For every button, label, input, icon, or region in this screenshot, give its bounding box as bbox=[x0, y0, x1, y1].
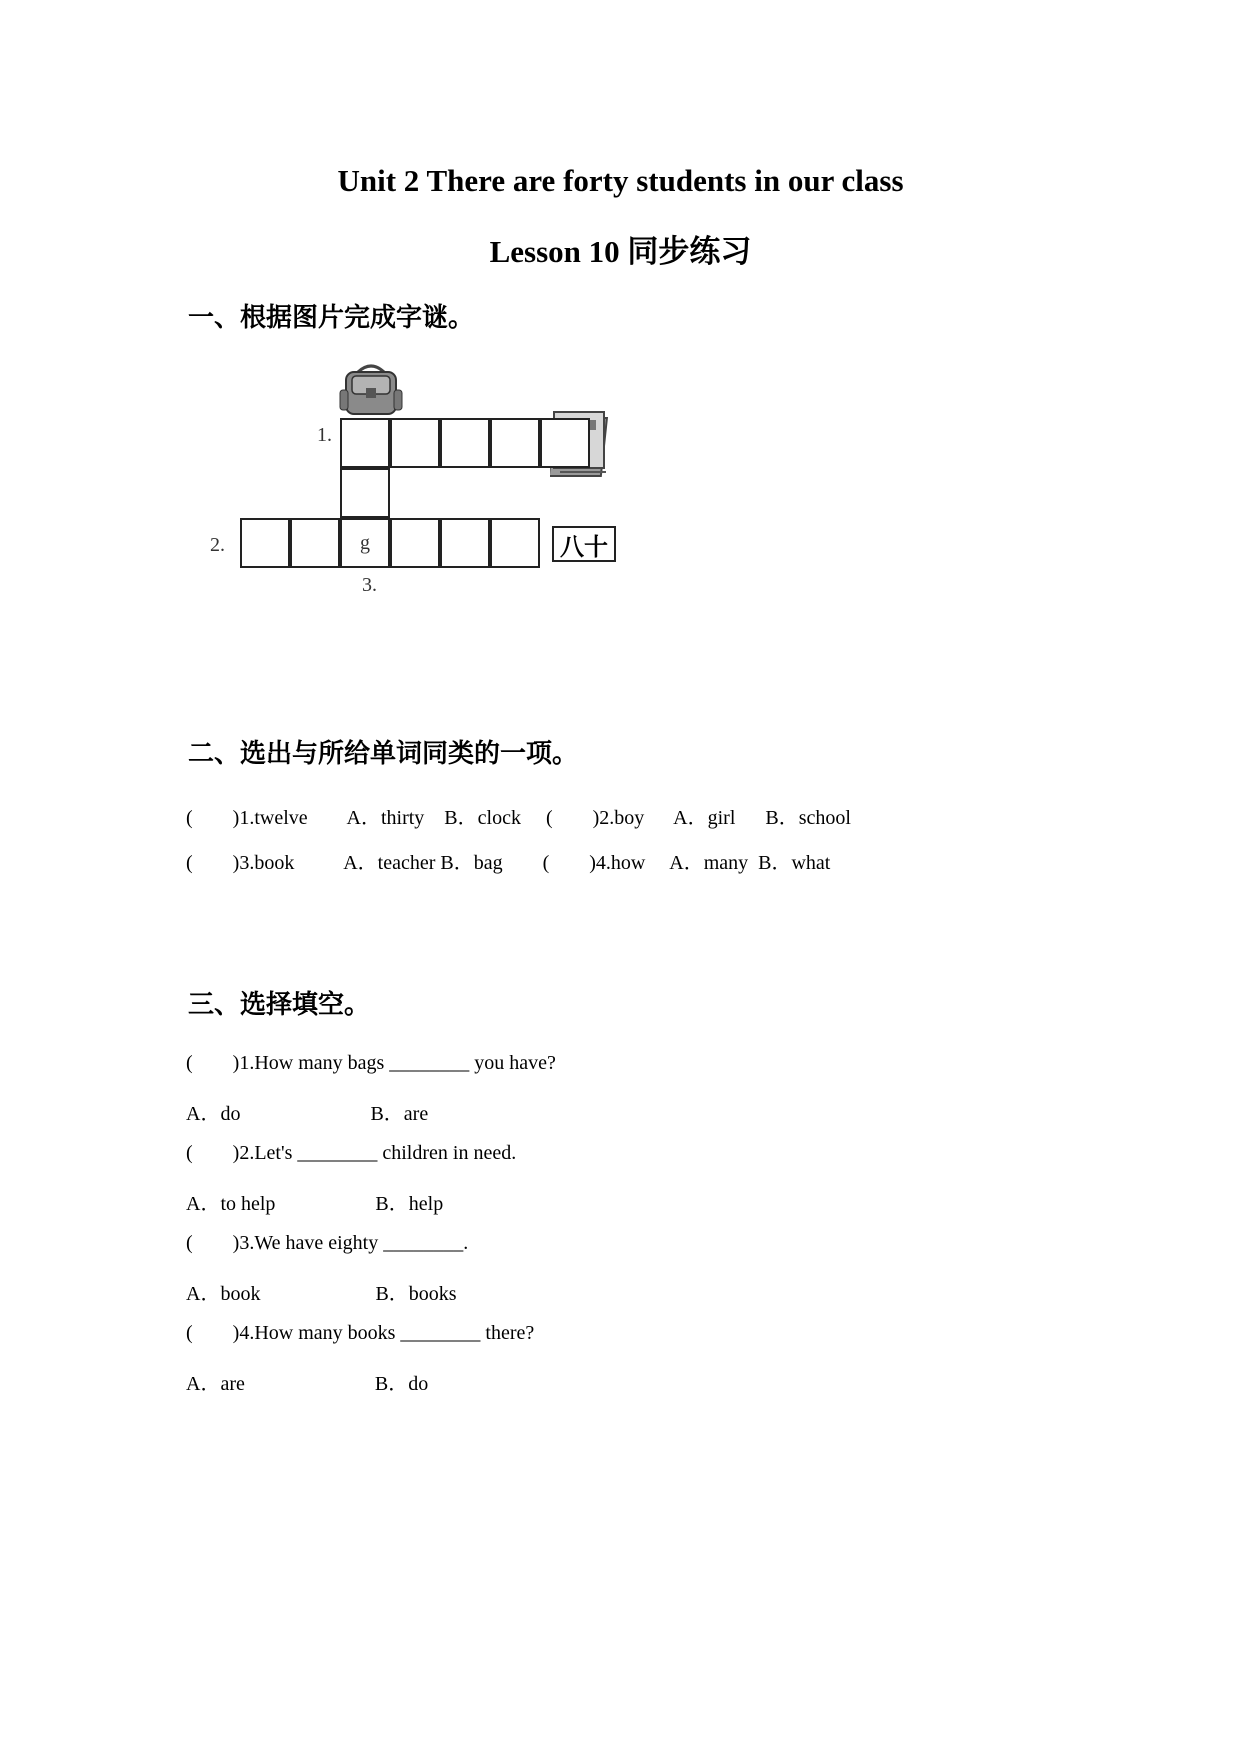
section3-question: ( )3.We have eighty ________. bbox=[186, 1232, 469, 1254]
eighty-card: 八十 bbox=[552, 526, 616, 562]
crossword-cell[interactable] bbox=[490, 518, 540, 568]
crossword-cell[interactable] bbox=[440, 518, 490, 568]
section3-options: A．do B．are bbox=[186, 1103, 429, 1125]
crossword-cell[interactable] bbox=[490, 418, 540, 468]
section3-question: ( )4.How many books ________ there? bbox=[186, 1322, 535, 1344]
section3-options: A．book B．books bbox=[186, 1283, 457, 1305]
crossword-cell[interactable] bbox=[390, 518, 440, 568]
bag-picture bbox=[338, 362, 404, 418]
page-subtitle: Lesson 10 同步练习 bbox=[489, 234, 752, 269]
section2-line: ( )1.twelve A．thirty B．clock ( )2.boy A．girl B．school bbox=[186, 807, 851, 829]
crossword-clue-3: 3. bbox=[362, 574, 377, 596]
section2-line: ( )3.book A．teacher B．bag ( )4.how A．many B．what bbox=[186, 852, 831, 874]
section1-heading: 一、根据图片完成字谜。 bbox=[188, 303, 475, 333]
crossword-cell[interactable] bbox=[240, 518, 290, 568]
crossword-cell-given[interactable]: g bbox=[340, 518, 390, 568]
section3-question: ( )1.How many bags ________ you have? bbox=[186, 1052, 556, 1074]
section3-heading: 三、选择填空。 bbox=[188, 990, 371, 1020]
section3-options: A．to help B．help bbox=[186, 1193, 444, 1215]
section3-question: ( )2.Let's ________ children in need. bbox=[186, 1142, 517, 1164]
crossword-clue-2: 2. bbox=[210, 534, 225, 556]
page-title: Unit 2 There are forty students in our class bbox=[337, 163, 904, 198]
section2-heading: 二、选出与所给单词同类的一项。 bbox=[188, 739, 579, 769]
section3-options: A．are B．do bbox=[186, 1373, 429, 1395]
crossword-cell[interactable] bbox=[540, 418, 590, 468]
crossword-cell[interactable] bbox=[440, 418, 490, 468]
crossword-cell[interactable] bbox=[290, 518, 340, 568]
crossword-clue-1: 1. bbox=[317, 424, 332, 446]
crossword-cell[interactable] bbox=[340, 468, 390, 518]
crossword-cell[interactable] bbox=[390, 418, 440, 468]
crossword-cell[interactable] bbox=[340, 418, 390, 468]
